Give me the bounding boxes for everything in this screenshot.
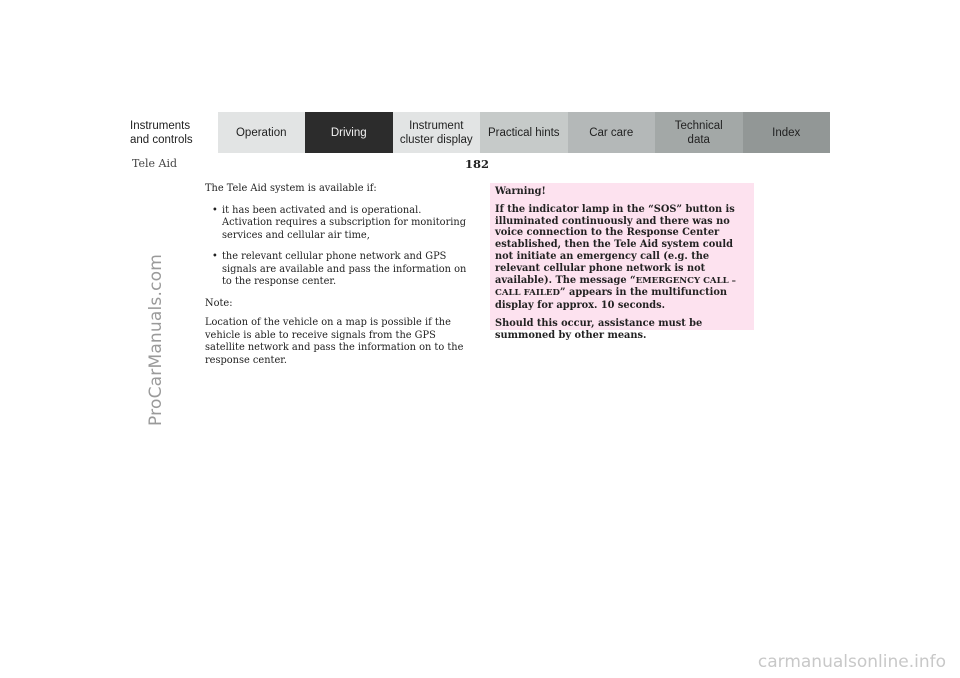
- list-item-text: it has been activated and is operational. Activation requires a subscription for monitoring services and cellular air time,: [222, 204, 466, 241]
- list-item-text: the relevant cellular phone network and GPS signals are available and pass the information on to the response center.: [222, 251, 467, 287]
- bullet-icon: •: [212, 251, 218, 262]
- tab-driving[interactable]: Driving: [305, 112, 393, 153]
- intro-text: The Tele Aid system is available if:: [205, 183, 377, 194]
- note-label: Note:: [205, 297, 233, 309]
- tab-instrument-cluster-display[interactable]: Instrument cluster display: [393, 112, 481, 153]
- tab-car-care[interactable]: Car care: [568, 112, 656, 153]
- display-message: EMERGENCY CALL – CALL FAILED: [495, 275, 736, 299]
- warning-text: ” appears in the multifunction display for approx. 10 seconds.: [495, 287, 728, 312]
- note-text: Location of the vehicle on a map is possible if the vehicle is able to receive signals from the GPS satellite network and pass the information on to the response center.: [205, 317, 464, 366]
- warning-paragraph: [495, 204, 749, 312]
- chapter-tab-bar: [130, 112, 830, 153]
- tab-practical-hints[interactable]: Practical hints: [480, 112, 568, 153]
- warning-text: If the indicator lamp in the “SOS” button is illuminated continuously and there was no voice connection to the Response Center established, then the Tele Aid system could not initiate an emergency call (e.g. the relevant cellular phone network is not available). The message “: [495, 203, 735, 286]
- list-item: [205, 251, 467, 289]
- body-text-column: [205, 183, 467, 376]
- list-item: [205, 205, 467, 243]
- bullet-icon: •: [212, 204, 218, 216]
- footer-watermark: carmanualsonline.info: [757, 652, 946, 672]
- warning-box: [490, 183, 754, 341]
- tab-index[interactable]: Index: [743, 112, 831, 153]
- tab-instruments-and-controls[interactable]: Instruments and controls: [130, 112, 218, 153]
- section-title: Tele Aid: [132, 157, 178, 170]
- warning-paragraph: Should this occur, assistance must be summoned by other means.: [495, 317, 703, 341]
- tab-operation[interactable]: Operation: [218, 112, 306, 153]
- watermark-text: ProCarManuals.com: [146, 254, 166, 426]
- tab-technical-data[interactable]: Technical data: [655, 112, 743, 153]
- page-number: 182: [465, 157, 490, 171]
- warning-title: Warning!: [495, 186, 546, 197]
